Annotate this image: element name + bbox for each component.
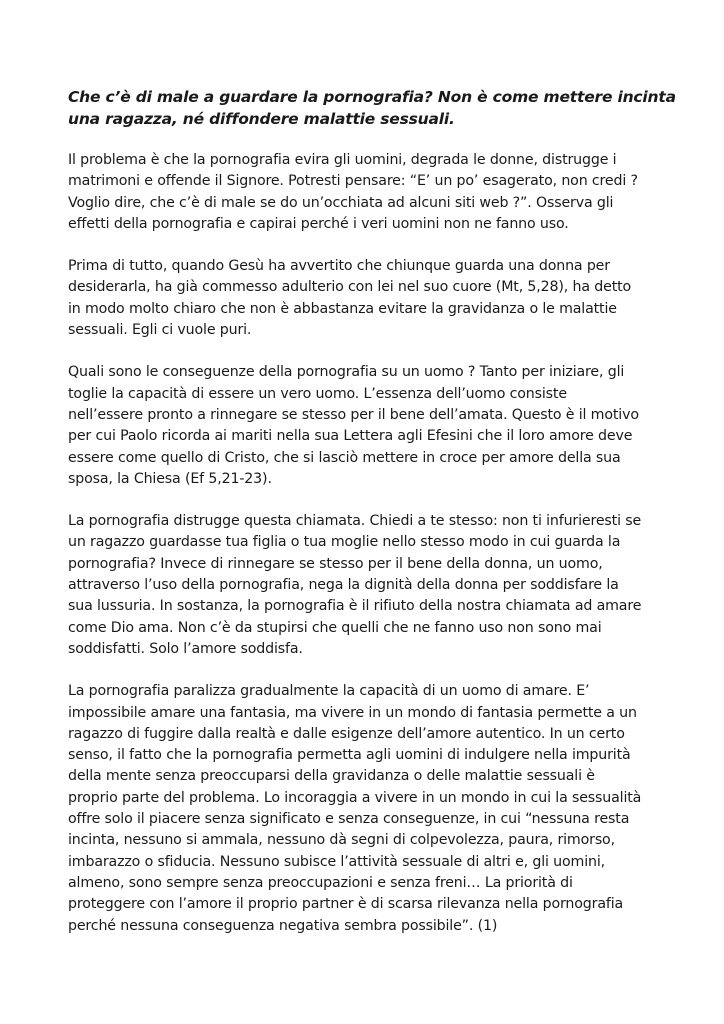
text-line: attraverso l’uso della pornografia, nega la dignità della donna per soddisfare la bbox=[68, 577, 619, 594]
text-line: proteggere con l’amore il proprio partner è di scarsa rilevanza nella pornografia bbox=[68, 896, 624, 913]
text-line: impossibile amare una fantasia, ma vivere in un mondo di fantasia permette a un bbox=[68, 704, 637, 721]
text-line: essere come quello di Cristo, che si lasciò mettere in croce per amore della sua bbox=[68, 449, 621, 466]
paragraph-5 bbox=[68, 681, 658, 937]
text-line: imbarazzo o sfiducia. Nessuno subisce l’attività sessuale di altri e, gli uomini, bbox=[68, 853, 606, 870]
paragraph-1 bbox=[68, 150, 658, 235]
text-line: incinta, nessuno si ammala, nessuno dà segni di colpevolezza, paura, rimorso, bbox=[68, 832, 615, 849]
text-line: della mente senza preoccuparsi della gravidanza o delle malattie sessuali è bbox=[68, 768, 595, 785]
text-line: come Dio ama. Non c’è da stupirsi che quelli che ne fanno uso non sono mai bbox=[68, 619, 602, 636]
text-line: sposa, la Chiesa (Ef 5,21-23). bbox=[68, 470, 272, 487]
text-line: nell’essere pronto a rinnegare se stesso per il bene dell’amata. Questo è il motivo bbox=[68, 406, 639, 423]
text-line: desiderarla, ha già commesso adulterio con lei nel suo cuore (Mt, 5,28), ha detto bbox=[68, 279, 632, 296]
text-line: offre solo il piacere senza significato e senza conseguenze, in cui “nessuna resta bbox=[68, 811, 630, 828]
text-line: Quali sono le conseguenze della pornografia su un uomo ? Tanto per iniziare, gli bbox=[68, 364, 625, 381]
text-line: un ragazzo guardasse tua figlia o tua moglie nello stesso modo in cui guarda la bbox=[68, 534, 621, 551]
text-line: effetti della pornografia e capirai perché i veri uomini non ne fanno uso. bbox=[68, 215, 569, 232]
text-line: Prima di tutto, quando Gesù ha avvertito che chiunque guarda una donna per bbox=[68, 258, 610, 275]
paragraph-2 bbox=[68, 256, 658, 341]
text-line: per cui Paolo ricorda ai mariti nella sua Lettera agli Efesini che il loro amore deve bbox=[68, 428, 633, 445]
text-line: almeno, sono sempre senza preoccupazioni e senza freni… La priorità di bbox=[68, 874, 573, 891]
text-line: sua lussuria. In sostanza, la pornografia è il rifiuto della nostra chiamata ad amare bbox=[68, 598, 642, 615]
document-title bbox=[68, 86, 676, 130]
text-line: La pornografia distrugge questa chiamata. Chiedi a te stesso: non ti infurieresti se bbox=[68, 513, 642, 530]
text-line: proprio parte del problema. Lo incoraggia a vivere in un mondo in cui la sessualità bbox=[68, 789, 642, 806]
text-line: matrimoni e offende il Signore. Potresti pensare: “E’ un po’ esagerato, non credi ? bbox=[68, 173, 638, 190]
title-line: Che c’è di male a guardare la pornografia? Non è come mettere incinta bbox=[68, 88, 676, 106]
text-line: La pornografia paralizza gradualmente la capacità di un uomo di amare. E’ bbox=[68, 683, 590, 700]
text-line: in modo molto chiaro che non è abbastanza evitare la gravidanza o le malattie bbox=[68, 300, 617, 317]
text-line: Voglio dire, che c’è di male se do un’occhiata ad alcuni siti web ?”. Osserva gli bbox=[68, 194, 614, 211]
text-line: senso, il fatto che la pornografia permetta agli uomini di indulgere nella impurità bbox=[68, 747, 631, 764]
text-line: toglie la capacità di essere un vero uomo. L’essenza dell’uomo consiste bbox=[68, 385, 567, 402]
paragraph-4 bbox=[68, 511, 658, 660]
text-line: soddisfatti. Solo l’amore soddisfa. bbox=[68, 640, 303, 657]
document-page bbox=[68, 86, 676, 958]
text-line: ragazzo di fuggire dalla realtà e dalle esigenze dell’amore autentico. In un certo bbox=[68, 725, 625, 742]
paragraph-3 bbox=[68, 362, 658, 490]
title-line: una ragazza, né diffondere malattie sessuali. bbox=[68, 110, 455, 128]
text-line: Il problema è che la pornografia evira gli uomini, degrada le donne, distrugge i bbox=[68, 152, 617, 168]
text-line: pornografia? Invece di rinnegare se stesso per il bene della donna, un uomo, bbox=[68, 555, 603, 572]
text-line: perché nessuna conseguenza negativa sembra possibile”. (1) bbox=[68, 917, 498, 934]
text-line: sessuali. Egli ci vuole puri. bbox=[68, 322, 252, 339]
